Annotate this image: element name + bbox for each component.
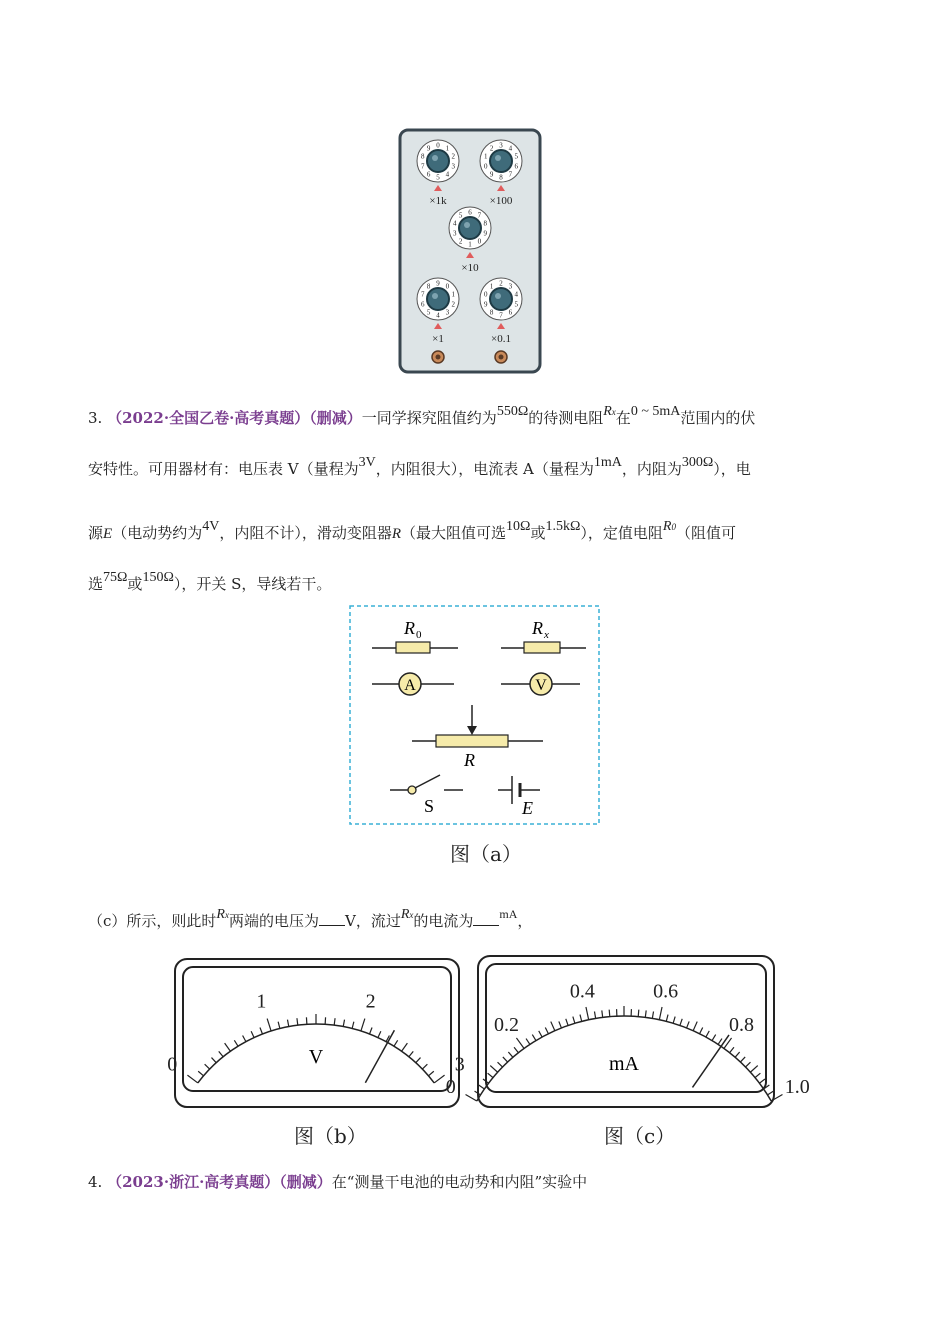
tick-label: 0.2 bbox=[493, 1014, 519, 1037]
q3-line-3: 源E（电动势约为4V，内阻不计），滑动变阻器R（最大阻值可选10Ω或1.5kΩ），定值电阻R0（阻值可 bbox=[88, 519, 736, 542]
svg-text:9: 9 bbox=[489, 170, 494, 179]
svg-text:7: 7 bbox=[499, 311, 503, 320]
svg-text:0: 0 bbox=[445, 282, 450, 291]
blank-voltage bbox=[319, 911, 345, 926]
knob-label: ×0.1 bbox=[491, 333, 511, 345]
tick-label: 1.0 bbox=[784, 1076, 810, 1098]
q3-line-1: 3. （2022·全国乙卷·高考真题）（删减）一同学探究阻值约为550Ω的待测电阻Rx在0 ~ 5mA范围内的伏 bbox=[88, 404, 756, 427]
svg-text:5: 5 bbox=[514, 300, 518, 309]
svg-text:7: 7 bbox=[477, 211, 482, 220]
blank-current bbox=[473, 911, 499, 926]
svg-text:6: 6 bbox=[421, 300, 425, 309]
switch bbox=[390, 775, 463, 816]
figure-a-caption: 图（a） bbox=[450, 842, 522, 866]
resistor-rx bbox=[501, 618, 586, 653]
battery-label: E bbox=[522, 798, 533, 818]
svg-text:0: 0 bbox=[477, 237, 482, 246]
svg-text:8: 8 bbox=[426, 282, 431, 291]
q3-number: 3. bbox=[88, 409, 103, 427]
svg-text:5: 5 bbox=[426, 308, 431, 317]
meter-b-voltmeter bbox=[167, 957, 465, 1109]
svg-text:0: 0 bbox=[416, 629, 422, 641]
meter-b-unit: V bbox=[308, 1046, 324, 1068]
rx-label: R bbox=[532, 618, 543, 638]
svg-text:4: 4 bbox=[445, 170, 450, 179]
svg-text:3: 3 bbox=[451, 162, 455, 171]
switch-label: S bbox=[424, 796, 435, 816]
q4-number: 4. bbox=[88, 1173, 103, 1191]
rheostat-label: R bbox=[464, 750, 475, 770]
svg-text:1: 1 bbox=[445, 144, 450, 153]
knob-label: ×1k bbox=[429, 195, 447, 207]
svg-text:0: 0 bbox=[436, 141, 440, 150]
tick-label: 0 bbox=[445, 1076, 456, 1098]
svg-text:3: 3 bbox=[499, 141, 503, 150]
svg-text:8: 8 bbox=[499, 173, 503, 182]
svg-text:8: 8 bbox=[489, 308, 494, 317]
svg-text:2: 2 bbox=[499, 279, 503, 288]
tick-label: 0 bbox=[167, 1053, 178, 1076]
resistor-r0 bbox=[372, 618, 458, 653]
tick-label: 3 bbox=[454, 1053, 465, 1076]
svg-text:9: 9 bbox=[436, 279, 440, 288]
svg-text:4: 4 bbox=[514, 290, 518, 299]
svg-text:0: 0 bbox=[484, 290, 488, 299]
svg-text:5: 5 bbox=[514, 152, 518, 161]
ammeter-label: A bbox=[404, 677, 416, 694]
svg-text:4: 4 bbox=[436, 311, 440, 320]
svg-text:4: 4 bbox=[453, 219, 457, 228]
q3-line-4: 选75Ω或150Ω），开关 S，导线若干。 bbox=[88, 570, 332, 593]
tick-label: 1 bbox=[256, 990, 267, 1013]
svg-text:3: 3 bbox=[453, 229, 457, 238]
svg-text:6: 6 bbox=[508, 308, 513, 317]
q3-source: （2022·全国乙卷·高考真题）（删减） bbox=[107, 409, 362, 427]
svg-text:2: 2 bbox=[458, 237, 463, 246]
figure-a-components bbox=[348, 604, 602, 828]
meter-c-unit: mA bbox=[609, 1053, 639, 1075]
svg-text:2: 2 bbox=[451, 300, 455, 309]
svg-text:1: 1 bbox=[468, 240, 472, 249]
svg-text:1: 1 bbox=[451, 290, 455, 299]
svg-text:1: 1 bbox=[484, 152, 488, 161]
dial-knob bbox=[417, 278, 459, 320]
svg-text:8: 8 bbox=[483, 219, 487, 228]
svg-text:3: 3 bbox=[445, 308, 450, 317]
knob-label: ×10 bbox=[461, 262, 479, 274]
svg-text:7: 7 bbox=[421, 290, 425, 299]
tick-label: 0.8 bbox=[729, 1014, 755, 1037]
svg-text:7: 7 bbox=[421, 162, 425, 171]
svg-text:5: 5 bbox=[458, 211, 463, 220]
r0-label: R bbox=[404, 618, 415, 638]
voltmeter bbox=[501, 673, 580, 695]
dial-knob bbox=[480, 278, 522, 320]
svg-text:2: 2 bbox=[451, 152, 455, 161]
resistance-box-figure bbox=[398, 128, 542, 374]
q4-source: （2023·浙江·高考真题）（删减） bbox=[107, 1173, 332, 1191]
rx-symbol: Rx bbox=[603, 404, 616, 419]
voltmeter-label: V bbox=[535, 677, 547, 694]
svg-text:3: 3 bbox=[508, 282, 513, 291]
battery bbox=[498, 776, 540, 818]
ammeter bbox=[372, 673, 454, 695]
figure-b-caption: 图（b） bbox=[294, 1124, 367, 1148]
dial-knob bbox=[480, 140, 522, 182]
dial-knob bbox=[417, 140, 459, 182]
svg-text:8: 8 bbox=[421, 152, 425, 161]
knob-label: ×1 bbox=[432, 333, 444, 345]
svg-text:2: 2 bbox=[489, 144, 494, 153]
q4-line bbox=[88, 1172, 587, 1192]
svg-text:4: 4 bbox=[508, 144, 513, 153]
svg-text:1: 1 bbox=[489, 282, 494, 291]
svg-text:7: 7 bbox=[508, 170, 513, 179]
tick-label: 0.6 bbox=[653, 980, 679, 1003]
svg-text:9: 9 bbox=[484, 300, 488, 309]
svg-text:9: 9 bbox=[426, 144, 431, 153]
rheostat bbox=[412, 705, 543, 770]
r0-symbol: R0 bbox=[662, 519, 676, 534]
meter-c-milliammeter bbox=[445, 954, 810, 1109]
tick-label: 2 bbox=[365, 990, 376, 1013]
svg-text:5: 5 bbox=[436, 173, 440, 182]
q4-text: 在“测量干电池的电动势和内阻”实验中 bbox=[331, 1173, 588, 1191]
line-c: （c）所示，则此时Rx两端的电压为 V，流过Rx的电流为 $^{mA}$， bbox=[88, 907, 533, 930]
figure-c-caption: 图（c） bbox=[604, 1124, 676, 1148]
svg-text:6: 6 bbox=[468, 208, 472, 217]
knob-label: ×100 bbox=[489, 195, 513, 207]
dial-knob bbox=[449, 207, 491, 249]
q3-line-2: 安特性。可用器材有：电压表 V（量程为3V，内阻很大），电流表 A（量程为1mA，内阻为300Ω），电 bbox=[88, 455, 751, 478]
svg-text:0: 0 bbox=[484, 162, 488, 171]
tick-label: 0.4 bbox=[569, 980, 595, 1003]
svg-text:x: x bbox=[544, 629, 549, 641]
svg-text:9: 9 bbox=[483, 229, 487, 238]
svg-text:6: 6 bbox=[426, 170, 431, 179]
svg-text:6: 6 bbox=[514, 162, 518, 171]
